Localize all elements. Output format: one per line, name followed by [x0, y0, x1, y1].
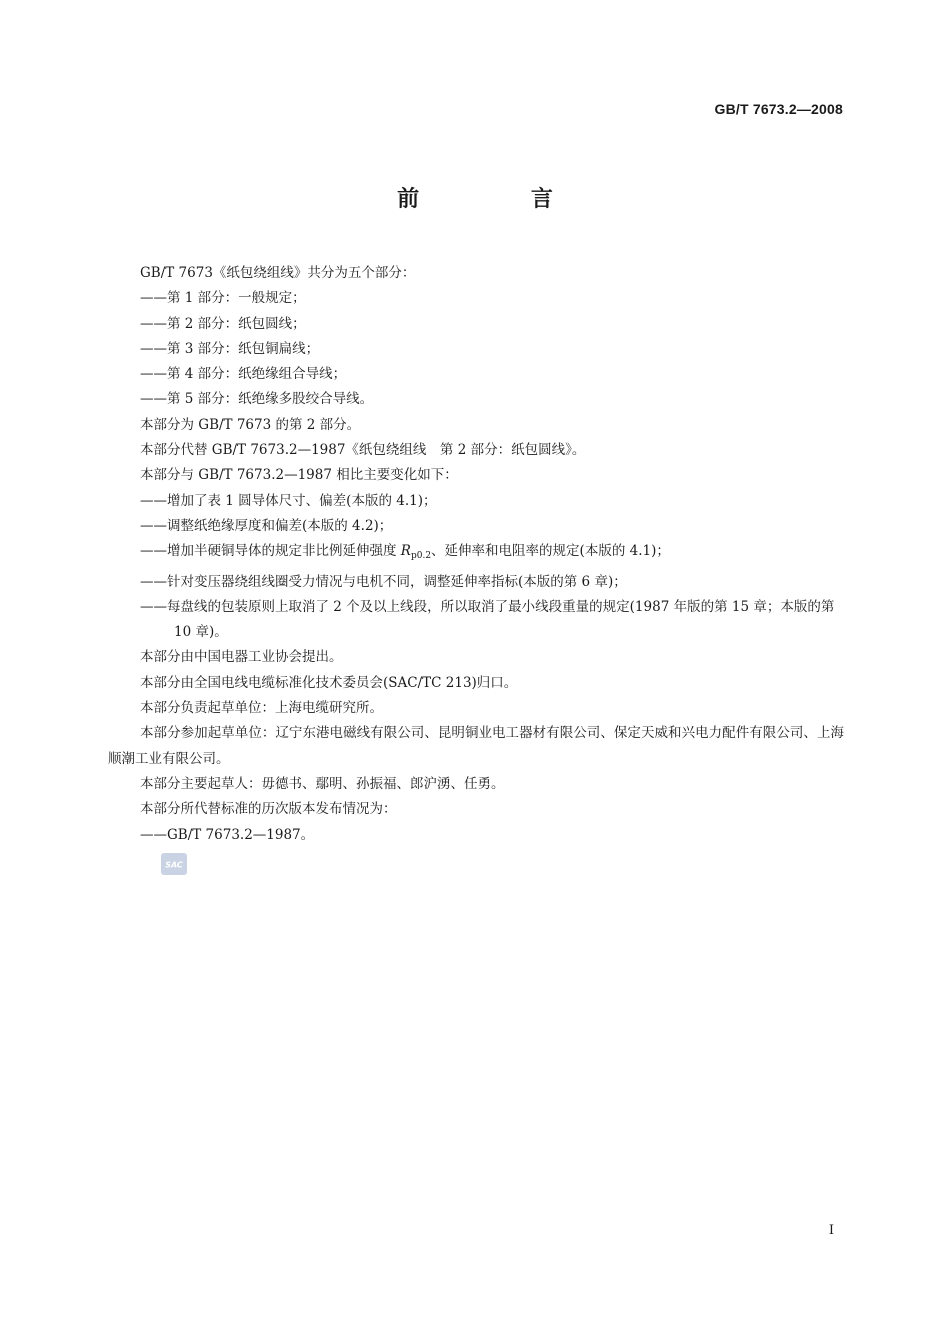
list-item: ——增加了表 1 圆导体尺寸、偏差(本版的 4.1)； [140, 492, 437, 509]
paragraph-line: 本部分与 GB/T 7673.2—1987 相比主要变化如下： [140, 467, 458, 484]
list-item: ——第 1 部分：一般规定； [140, 290, 306, 307]
paragraph-line: 本部分所代替标准的历次版本发布情况为： [140, 801, 397, 818]
paragraph-line: 本部分负责起草单位：上海电缆研究所。 [140, 700, 383, 717]
page-number: I [828, 1223, 834, 1238]
list-item: ——GB/T 7673.2—1987。 [140, 826, 315, 843]
list-item: ——针对变压器绕组线圈受力情况与电机不同，调整延伸率指标(本版的第 6 章)； [140, 573, 627, 590]
paragraph-line: 本部分由全国电线电缆标准化技术委员会(SAC/TC 213)归口。 [140, 674, 518, 691]
sac-logo-text: SAC [165, 860, 183, 870]
paragraph-line: 本部分为 GB/T 7673 的第 2 部分。 [140, 416, 361, 433]
sac-logo-icon [161, 853, 187, 875]
page-title: 前 言 [397, 187, 605, 212]
strength-symbol: R [400, 543, 411, 560]
strength-subscript: p0.2 [410, 551, 432, 562]
standard-code: GB/T 7673.2—2008 [714, 101, 843, 117]
list-item-text: 、延伸率和电阻率的规定(本版的 4.1)； [431, 543, 670, 560]
paragraph-line: 本部分参加起草单位：辽宁东港电磁线有限公司、昆明铜业电工器材有限公司、保定天威和兴电力配件有限公司、上海顺潮工业有限公司。 [108, 725, 844, 767]
list-item: ——第 5 部分：纸绝缘多股绞合导线。 [140, 391, 374, 408]
paragraph-line: GB/T 7673《纸包绕组线》共分为五个部分： [140, 265, 416, 281]
list-item: ——每盘线的包装原则上取消了 2 个及以上线段，所以取消了最小线段重量的规定(1987 年版的第 15 章；本版的第 10 章)。 [140, 598, 835, 641]
list-item: ——第 4 部分：纸绝缘组合导线； [140, 366, 347, 383]
list-item: ——调整纸绝缘厚度和偏差(本版的 4.2)； [140, 517, 393, 534]
paragraph-line: 本部分由中国电器工业协会提出。 [140, 649, 343, 666]
paragraph-line: 本部分主要起草人：毋德书、鄢明、孙振福、郎沪湧、任勇。 [140, 775, 505, 792]
foreword-body [108, 261, 844, 848]
list-item-text: ——增加半硬铜导体的规定非比例延伸强度 [140, 543, 401, 560]
list-item: ——第 3 部分：纸包铜扁线； [140, 340, 320, 357]
list-item: ——第 2 部分：纸包圆线； [140, 315, 306, 332]
list-item-strength [108, 539, 844, 569]
paragraph-line: 本部分代替 GB/T 7673.2—1987《纸包绕组线 第 2 部分：纸包圆线》。 [140, 442, 586, 459]
